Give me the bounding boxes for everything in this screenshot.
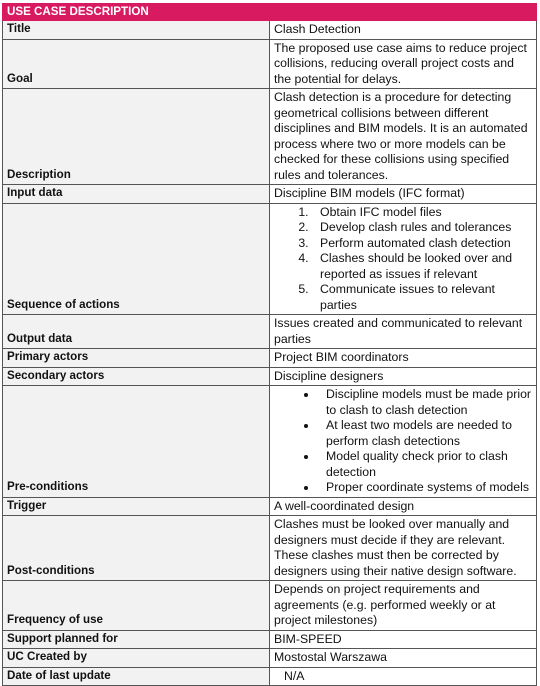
value-input-data: Discipline BIM models (IFC format) — [270, 185, 537, 204]
label-created-by: UC Created by — [3, 649, 270, 668]
value-created-by: Mostostal Warszawa — [270, 649, 537, 668]
sequence-item: 1. Obtain IFC model files — [312, 205, 532, 221]
precondition-item: • Proper coordinate systems of models — [318, 480, 532, 496]
row-trigger — [3, 497, 537, 516]
sequence-item: 3. Perform automated clash detection — [312, 236, 532, 252]
label-postconditions: Post-conditions — [3, 516, 270, 581]
row-secondary-actors — [3, 367, 537, 386]
row-frequency — [3, 581, 537, 631]
row-primary-actors — [3, 349, 537, 368]
sequence-item: 2. Develop clash rules and tolerances — [312, 220, 532, 236]
value-title: Clash Detection — [270, 21, 537, 40]
row-output-data — [3, 315, 537, 349]
value-primary-actors: Project BIM coordinators — [270, 349, 537, 368]
precondition-item: • Model quality check prior to clash detection — [318, 449, 532, 480]
preconditions-list — [274, 387, 532, 496]
label-goal: Goal — [3, 39, 270, 89]
row-input-data — [3, 185, 537, 204]
row-sequence — [3, 203, 537, 315]
label-primary-actors: Primary actors — [3, 349, 270, 368]
value-postconditions: Clashes must be looked over manually and designers must decide if they are relevant. These clashes must then be corrected by designers using their native design software. — [270, 516, 537, 581]
value-output-data: Issues created and communicated to relevant parties — [270, 315, 537, 349]
row-description — [3, 89, 537, 185]
row-created-by — [3, 649, 537, 668]
sequence-item: 5. Communicate issues to relevant parties — [312, 282, 532, 313]
table-header-title: USE CASE DESCRIPTION — [3, 4, 537, 21]
row-support — [3, 630, 537, 649]
value-secondary-actors: Discipline designers — [270, 367, 537, 386]
value-description: Clash detection is a procedure for detecting geometrical collisions between different disciplines and BIM models. It is an automated process where two or more models can be checked for these collisions using specified rules and tolerances. — [270, 89, 537, 185]
row-last-update — [3, 667, 537, 686]
label-input-data: Input data — [3, 185, 270, 204]
use-case-table-wrapper — [2, 3, 537, 686]
value-sequence — [270, 203, 537, 315]
value-frequency: Depends on project requirements and agreements (e.g. performed weekly or at project milestones) — [270, 581, 537, 631]
label-trigger: Trigger — [3, 497, 270, 516]
row-title — [3, 21, 537, 40]
use-case-table — [2, 3, 537, 686]
value-trigger: A well-coordinated design — [270, 497, 537, 516]
label-frequency: Frequency of use — [3, 581, 270, 631]
label-last-update: Date of last update — [3, 667, 270, 686]
label-sequence: Sequence of actions — [3, 203, 270, 315]
value-support: BIM-SPEED — [270, 630, 537, 649]
precondition-item: • At least two models are needed to perform clash detections — [318, 418, 532, 449]
table-header-row — [3, 4, 537, 21]
label-description: Description — [3, 89, 270, 185]
label-preconditions: Pre-conditions — [3, 386, 270, 498]
row-goal — [3, 39, 537, 89]
value-last-update: N/A — [270, 667, 537, 686]
sequence-list — [274, 205, 532, 314]
value-preconditions — [270, 386, 537, 498]
precondition-item: • Discipline models must be made prior to clash to clash detection — [318, 387, 532, 418]
sequence-item: 4. Clashes should be looked over and reported as issues if relevant — [312, 251, 532, 282]
value-goal: The proposed use case aims to reduce project collisions, reducing overall project costs and the potential for delays. — [270, 39, 537, 89]
label-output-data: Output data — [3, 315, 270, 349]
label-support: Support planned for — [3, 630, 270, 649]
label-title: Title — [3, 21, 270, 40]
row-postconditions — [3, 516, 537, 581]
label-secondary-actors: Secondary actors — [3, 367, 270, 386]
row-preconditions — [3, 386, 537, 498]
